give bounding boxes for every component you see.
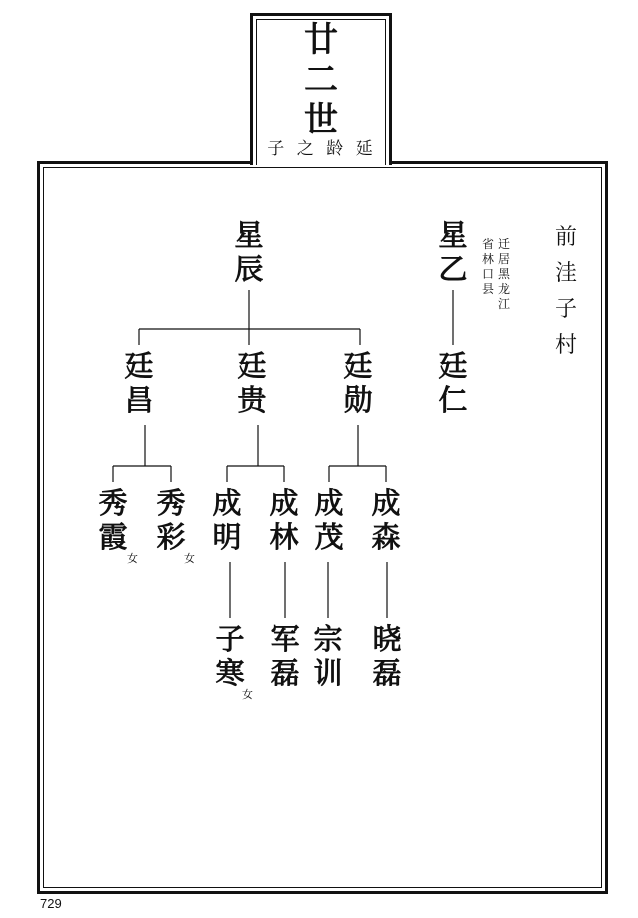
name-char: 星 (438, 218, 468, 252)
name-char: 廷 (343, 349, 373, 383)
note-char: 林 (481, 252, 494, 266)
zibei-char: 延 (355, 139, 375, 159)
zibei-char: 子 (267, 139, 287, 159)
name-char: 茂 (314, 520, 344, 554)
migration-note-column-1 (497, 237, 511, 312)
name-char: 成 (314, 486, 344, 520)
name-char: 明 (212, 520, 242, 554)
name-char: 辰 (234, 252, 264, 286)
person-xingchen (229, 218, 269, 286)
female-mark: 女 (184, 552, 195, 565)
village-char: 前 (554, 225, 577, 250)
name-char: 廷 (237, 349, 267, 383)
name-char: 森 (371, 520, 401, 554)
name-char: 林 (269, 520, 299, 554)
name-char: 彩 (156, 520, 186, 554)
person-xiucai (151, 486, 191, 554)
name-char: 训 (313, 656, 343, 690)
generation-char: 世 (304, 100, 338, 140)
person-tingren (433, 349, 473, 417)
village-char: 村 (554, 333, 577, 358)
note-char: 省 (481, 237, 494, 251)
name-char: 磊 (372, 656, 402, 690)
name-char: 勋 (343, 383, 373, 417)
female-mark: 女 (127, 552, 138, 565)
note-char: 口 (481, 267, 494, 281)
note-char: 黑 (497, 267, 510, 281)
name-char: 晓 (372, 622, 402, 656)
note-char: 迁 (497, 237, 510, 251)
person-tingchang (119, 349, 159, 417)
migration-note-column-2 (481, 237, 495, 297)
name-char: 星 (234, 218, 264, 252)
person-chengsen (366, 486, 406, 554)
person-zihan (210, 622, 250, 690)
name-char: 成 (269, 486, 299, 520)
person-tinggui (232, 349, 272, 417)
name-char: 廷 (124, 349, 154, 383)
person-zongxun (308, 622, 348, 690)
female-mark: 女 (242, 688, 253, 701)
zibei-char: 龄 (326, 139, 346, 159)
name-char: 昌 (124, 383, 154, 417)
village-char: 子 (554, 297, 577, 322)
name-char: 乙 (438, 252, 468, 286)
name-char: 秀 (98, 486, 128, 520)
page-number: 729 (40, 896, 62, 911)
person-xingyi (433, 218, 473, 286)
name-char: 宗 (313, 622, 343, 656)
name-char: 霞 (98, 520, 128, 554)
person-xiaolei (367, 622, 407, 690)
name-char: 秀 (156, 486, 186, 520)
person-xiuxia (93, 486, 133, 554)
name-char: 磊 (270, 656, 300, 690)
name-char: 寒 (215, 656, 245, 690)
name-char: 仁 (438, 383, 468, 417)
generation-char: 廿 (304, 20, 338, 60)
note-char: 龙 (497, 282, 510, 296)
name-char: 子 (215, 622, 245, 656)
person-tingxun (338, 349, 378, 417)
zibei-char: 之 (296, 139, 316, 159)
name-char: 军 (270, 622, 300, 656)
person-chenglin (264, 486, 304, 554)
person-junlei (265, 622, 305, 690)
note-char: 江 (497, 297, 510, 311)
name-char: 廷 (438, 349, 468, 383)
note-char: 县 (481, 282, 494, 296)
person-chengming (207, 486, 247, 554)
person-chengmao (309, 486, 349, 554)
name-char: 成 (212, 486, 242, 520)
generation-char: 二 (304, 60, 338, 100)
note-char: 居 (497, 252, 510, 266)
village-char: 洼 (554, 261, 577, 286)
name-char: 贵 (237, 383, 267, 417)
name-char: 成 (371, 486, 401, 520)
village-label (551, 220, 581, 364)
